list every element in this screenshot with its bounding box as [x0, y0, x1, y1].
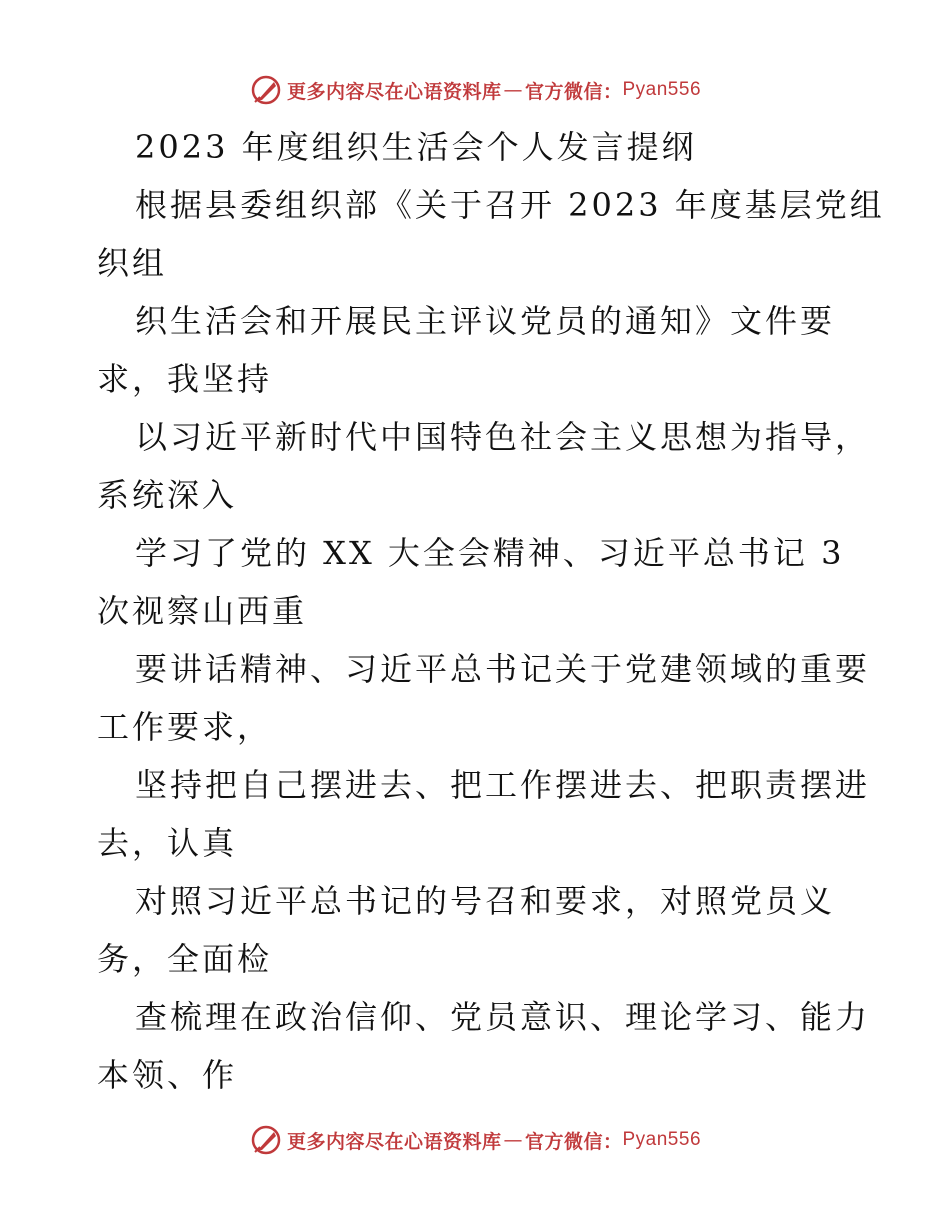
text-line: 务，全面检 [97, 940, 273, 978]
text-line: 织组 [97, 244, 168, 282]
banner-separator: — [503, 1129, 523, 1151]
document-title: 2023 年度组织生活会个人发言提纲 [135, 128, 697, 166]
banner-separator: — [503, 79, 523, 101]
text-line: 织生活会和开展民主评议党员的通知》文件要 [135, 302, 836, 340]
text-line: 次视察山西重 [97, 592, 308, 630]
banner-wechat-id: Pyan556 [622, 79, 702, 100]
text-line: 根据县委组织部《关于召开 2023 年度基层党组 [135, 186, 885, 224]
banner-main-text: 更多内容尽在心语资料库 [286, 1130, 502, 1153]
text-line: 本领、作 [97, 1056, 238, 1094]
banner-wechat-id: Pyan556 [622, 1129, 702, 1150]
text-line: 工作要求， [97, 708, 273, 746]
text-line: 去，认真 [97, 824, 238, 862]
text-line: 查梳理在政治信仰、党员意识、理论学习、能力 [135, 998, 871, 1036]
text-line: 以习近平新时代中国特色社会主义思想为指导， [135, 418, 871, 456]
text-line: 学习了党的 XX 大全会精神、习近平总书记 3 [135, 534, 845, 572]
text-line: 求，我坚持 [97, 360, 273, 398]
quill-logo-icon [249, 1123, 283, 1157]
footer-watermark-banner [0, 1120, 950, 1160]
banner-wechat-label: 官方微信： [524, 1130, 623, 1153]
document-body [97, 118, 885, 1104]
text-line: 坚持把自己摆进去、把工作摆进去、把职责摆进 [135, 766, 871, 804]
banner-main-text: 更多内容尽在心语资料库 [286, 80, 502, 103]
header-watermark-banner [0, 70, 950, 110]
banner-wechat-label: 官方微信： [524, 80, 623, 103]
quill-logo-icon [249, 73, 283, 107]
text-line: 要讲话精神、习近平总书记关于党建领域的重要 [135, 650, 871, 688]
text-line: 对照习近平总书记的号召和要求，对照党员义 [135, 882, 836, 920]
text-line: 系统深入 [97, 476, 238, 514]
